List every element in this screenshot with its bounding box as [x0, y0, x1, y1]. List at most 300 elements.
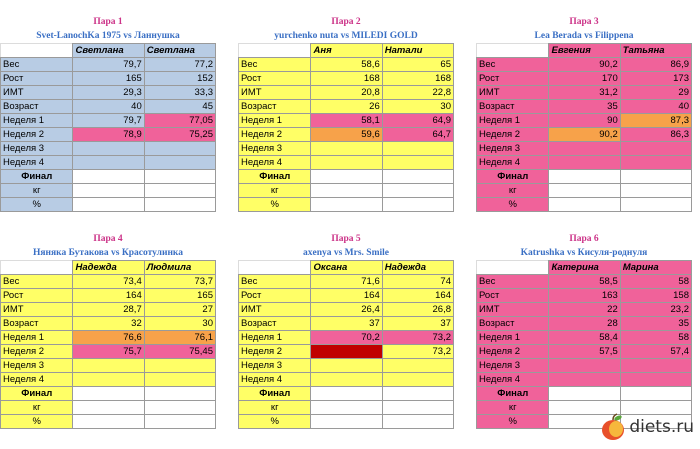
row-week3 — [477, 142, 692, 156]
header-blank — [239, 44, 311, 58]
cell-week1: 79,7 — [73, 114, 144, 128]
row-label-weight: Вес — [1, 275, 73, 289]
row-label-week4: Неделя 4 — [1, 373, 73, 387]
header-blank — [239, 261, 311, 275]
header-row — [1, 44, 216, 58]
cell-week4 — [311, 373, 382, 387]
header-blank — [1, 44, 73, 58]
row-height — [1, 72, 216, 86]
row-final — [239, 387, 454, 401]
cell-kg — [311, 184, 382, 198]
cell-weight: 86,9 — [620, 58, 691, 72]
cell-final — [620, 170, 691, 184]
participant-name: Надежда — [382, 261, 453, 275]
row-week2 — [1, 345, 216, 359]
cell-kg — [144, 184, 215, 198]
diets-logo — [600, 411, 694, 443]
cell-kg — [382, 184, 453, 198]
participant-name: Евгения — [549, 44, 620, 58]
cell-week2: 78,9 — [73, 128, 144, 142]
cell-week3 — [311, 142, 382, 156]
row-bmi — [239, 303, 454, 317]
row-label-height: Рост — [477, 289, 549, 303]
cell-height: 163 — [549, 289, 620, 303]
cell-age: 37 — [382, 317, 453, 331]
cell-week3 — [73, 142, 144, 156]
cell-week4 — [73, 373, 144, 387]
cell-week2: 75,45 — [144, 345, 215, 359]
cell-final — [620, 387, 691, 401]
row-label-week2: Неделя 2 — [1, 345, 73, 359]
row-label-percent: % — [239, 415, 311, 429]
row-label-percent: % — [239, 198, 311, 212]
cell-height: 152 — [144, 72, 215, 86]
cell-height: 164 — [73, 289, 144, 303]
cell-height: 164 — [311, 289, 382, 303]
cell-bmi: 22 — [549, 303, 620, 317]
cell-week4 — [144, 373, 215, 387]
cell-height: 168 — [311, 72, 382, 86]
row-final — [1, 170, 216, 184]
cell-weight: 58,5 — [549, 275, 620, 289]
row-age — [477, 317, 692, 331]
participant-name: Марина — [620, 261, 691, 275]
row-label-kg: кг — [1, 184, 73, 198]
row-label-kg: кг — [477, 401, 549, 415]
cell-final — [144, 170, 215, 184]
row-label-week1: Неделя 1 — [239, 331, 311, 345]
cell-week4 — [620, 156, 691, 170]
cell-week1: 76,6 — [73, 331, 144, 345]
row-label-week3: Неделя 3 — [477, 142, 549, 156]
row-week4 — [1, 373, 216, 387]
cell-week2: 57,4 — [620, 345, 691, 359]
cell-height: 165 — [144, 289, 215, 303]
row-label-percent: % — [477, 415, 549, 429]
header-row — [477, 261, 692, 275]
cell-final — [382, 170, 453, 184]
row-final — [239, 170, 454, 184]
row-week2 — [477, 128, 692, 142]
cell-week4 — [311, 156, 382, 170]
row-label-percent: % — [1, 198, 73, 212]
cell-bmi: 28,7 — [73, 303, 144, 317]
row-label-weight: Вес — [1, 58, 73, 72]
row-percent — [239, 415, 454, 429]
row-label-bmi: ИМТ — [477, 86, 549, 100]
row-bmi — [477, 303, 692, 317]
row-label-week4: Неделя 4 — [477, 156, 549, 170]
row-label-age: Возраст — [1, 317, 73, 331]
cell-week4 — [382, 373, 453, 387]
pair-names: Lea Berada vs Filippena — [534, 31, 634, 41]
row-height — [239, 72, 454, 86]
row-label-week2: Неделя 2 — [1, 128, 73, 142]
logo-text: diets.ru — [629, 417, 694, 437]
row-label-week2: Неделя 2 — [239, 128, 311, 142]
row-final — [477, 170, 692, 184]
cell-bmi: 26,4 — [311, 303, 382, 317]
cell-percent — [144, 415, 215, 429]
cell-height: 158 — [620, 289, 691, 303]
cell-bmi: 29 — [620, 86, 691, 100]
row-label-week1: Неделя 1 — [477, 114, 549, 128]
cell-weight: 71,6 — [311, 275, 382, 289]
row-weight — [239, 275, 454, 289]
row-label-bmi: ИМТ — [239, 303, 311, 317]
pair-title: Пара 6 — [569, 234, 599, 244]
pair-title: Пара 5 — [331, 234, 361, 244]
row-label-final: Финал — [1, 170, 73, 184]
header-row — [477, 44, 692, 58]
cell-age: 40 — [620, 100, 691, 114]
cell-final — [144, 387, 215, 401]
participant-name: Аня — [311, 44, 382, 58]
cell-week3 — [73, 359, 144, 373]
pair-names: Няняка Бутакова vs Красотулинка — [32, 248, 184, 258]
row-label-age: Возраст — [477, 317, 549, 331]
cell-kg — [311, 401, 382, 415]
row-final — [477, 387, 692, 401]
row-week3 — [477, 359, 692, 373]
row-label-week4: Неделя 4 — [239, 156, 311, 170]
row-weight — [477, 275, 692, 289]
cell-bmi: 27 — [144, 303, 215, 317]
participant-name: Натали — [382, 44, 453, 58]
row-label-bmi: ИМТ — [239, 86, 311, 100]
row-week4 — [477, 156, 692, 170]
row-week2 — [477, 345, 692, 359]
row-week2 — [1, 128, 216, 142]
row-week4 — [239, 156, 454, 170]
row-label-week2: Неделя 2 — [477, 128, 549, 142]
cell-week3 — [620, 142, 691, 156]
cell-week4 — [144, 156, 215, 170]
row-label-kg: кг — [239, 401, 311, 415]
cell-kg — [549, 184, 620, 198]
cell-age: 35 — [620, 317, 691, 331]
row-label-height: Рост — [239, 289, 311, 303]
row-label-age: Возраст — [477, 100, 549, 114]
cell-week3 — [144, 359, 215, 373]
cell-week1: 73,2 — [382, 331, 453, 345]
pair-names: axenya vs Mrs. Smile — [302, 248, 390, 258]
header-row — [239, 261, 454, 275]
row-label-week4: Неделя 4 — [1, 156, 73, 170]
row-label-percent: % — [1, 415, 73, 429]
pair-title: Пара 4 — [93, 234, 123, 244]
cell-final — [73, 387, 144, 401]
row-label-bmi: ИМТ — [1, 86, 73, 100]
row-label-final: Финал — [239, 170, 311, 184]
pair-table — [476, 43, 692, 212]
row-weight — [477, 58, 692, 72]
cell-height: 168 — [382, 72, 453, 86]
cell-week3 — [382, 142, 453, 156]
pair-names: Svet-LanochKa 1975 vs Ланнушка — [36, 31, 180, 41]
cell-height: 165 — [73, 72, 144, 86]
row-age — [239, 317, 454, 331]
cell-percent — [382, 415, 453, 429]
row-label-height: Рост — [1, 72, 73, 86]
cell-percent — [549, 198, 620, 212]
pair-block-1 — [0, 15, 216, 212]
cell-bmi: 22,8 — [382, 86, 453, 100]
cell-bmi: 23,2 — [620, 303, 691, 317]
row-week1 — [239, 331, 454, 345]
cell-weight: 73,4 — [73, 275, 144, 289]
row-week4 — [239, 373, 454, 387]
cell-weight: 77,2 — [144, 58, 215, 72]
cell-percent — [620, 198, 691, 212]
row-label-weight: Вес — [477, 275, 549, 289]
cell-final — [311, 170, 382, 184]
pair-block-5 — [238, 232, 454, 429]
cell-age: 30 — [144, 317, 215, 331]
cell-week1: 58 — [620, 331, 691, 345]
pair-title: Пара 2 — [331, 17, 361, 27]
cell-weight: 73,7 — [144, 275, 215, 289]
header-row — [239, 44, 454, 58]
cell-week3 — [549, 142, 620, 156]
row-label-age: Возраст — [239, 100, 311, 114]
cell-week1: 76,1 — [144, 331, 215, 345]
row-label-week1: Неделя 1 — [1, 331, 73, 345]
row-label-week1: Неделя 1 — [477, 331, 549, 345]
cell-week1: 77,05 — [144, 114, 215, 128]
cell-height: 170 — [549, 72, 620, 86]
cell-weight: 79,7 — [73, 58, 144, 72]
cell-weight: 74 — [382, 275, 453, 289]
cell-week4 — [549, 156, 620, 170]
row-percent — [239, 198, 454, 212]
cell-week1: 58,4 — [549, 331, 620, 345]
cell-week3 — [549, 359, 620, 373]
pair-block-2 — [238, 15, 454, 212]
cell-week3 — [311, 359, 382, 373]
row-week3 — [1, 359, 216, 373]
header-row — [1, 261, 216, 275]
cell-week2: 75,7 — [73, 345, 144, 359]
participant-name: Светлана — [144, 44, 215, 58]
row-label-weight: Вес — [239, 275, 311, 289]
row-label-height: Рост — [477, 72, 549, 86]
row-kg — [239, 184, 454, 198]
cell-week2 — [311, 345, 382, 359]
cell-week3 — [144, 142, 215, 156]
row-label-kg: кг — [1, 401, 73, 415]
cell-kg — [620, 184, 691, 198]
cell-final — [311, 387, 382, 401]
cell-week1: 58,1 — [311, 114, 382, 128]
row-week3 — [1, 142, 216, 156]
cell-week4 — [549, 373, 620, 387]
cell-week1: 90 — [549, 114, 620, 128]
cell-week1: 87,3 — [620, 114, 691, 128]
participant-name: Татьяна — [620, 44, 691, 58]
row-age — [1, 317, 216, 331]
pair-names: Katrushka vs Кисуля-роднуля — [520, 248, 648, 258]
cell-kg — [73, 184, 144, 198]
cell-percent — [73, 415, 144, 429]
cell-age: 40 — [73, 100, 144, 114]
row-kg — [477, 184, 692, 198]
participant-name: Катерина — [549, 261, 620, 275]
row-kg — [1, 184, 216, 198]
row-week1 — [1, 114, 216, 128]
row-week3 — [239, 142, 454, 156]
cell-percent — [382, 198, 453, 212]
row-label-final: Финал — [1, 387, 73, 401]
row-kg — [1, 401, 216, 415]
row-bmi — [1, 86, 216, 100]
pair-names: yurchenko nuta vs MILEDI GOLD — [274, 31, 418, 41]
cell-weight: 65 — [382, 58, 453, 72]
cell-height: 164 — [382, 289, 453, 303]
row-age — [239, 100, 454, 114]
cell-height: 173 — [620, 72, 691, 86]
cell-weight: 58 — [620, 275, 691, 289]
row-label-week4: Неделя 4 — [239, 373, 311, 387]
pair-title: Пара 3 — [569, 17, 599, 27]
cell-week2: 73,2 — [382, 345, 453, 359]
row-label-week3: Неделя 3 — [477, 359, 549, 373]
row-label-height: Рост — [239, 72, 311, 86]
row-label-week3: Неделя 3 — [239, 142, 311, 156]
cell-bmi: 26,8 — [382, 303, 453, 317]
cell-age: 37 — [311, 317, 382, 331]
row-week2 — [239, 128, 454, 142]
row-label-week2: Неделя 2 — [477, 345, 549, 359]
row-bmi — [1, 303, 216, 317]
row-week1 — [239, 114, 454, 128]
row-week1 — [477, 114, 692, 128]
row-week1 — [477, 331, 692, 345]
pair-block-6 — [476, 232, 692, 429]
cell-age: 26 — [311, 100, 382, 114]
row-height — [1, 289, 216, 303]
cell-week2: 57,5 — [549, 345, 620, 359]
cell-bmi: 33,3 — [144, 86, 215, 100]
cell-week4 — [620, 373, 691, 387]
row-label-age: Возраст — [1, 100, 73, 114]
row-label-kg: кг — [239, 184, 311, 198]
participant-name: Надежда — [73, 261, 144, 275]
row-label-week1: Неделя 1 — [239, 114, 311, 128]
participant-name: Людмила — [144, 261, 215, 275]
row-label-weight: Вес — [477, 58, 549, 72]
row-age — [477, 100, 692, 114]
row-label-height: Рост — [1, 289, 73, 303]
pair-block-3 — [476, 15, 692, 212]
row-label-age: Возраст — [239, 317, 311, 331]
pair-table — [238, 260, 454, 429]
cell-kg — [73, 401, 144, 415]
cell-final — [382, 387, 453, 401]
row-height — [477, 289, 692, 303]
cell-bmi: 29,3 — [73, 86, 144, 100]
row-final — [1, 387, 216, 401]
pair-table — [0, 260, 216, 429]
apple-icon — [600, 413, 626, 441]
cell-kg — [144, 401, 215, 415]
participant-name: Светлана — [73, 44, 144, 58]
row-label-final: Финал — [477, 387, 549, 401]
cell-percent — [311, 198, 382, 212]
row-week4 — [477, 373, 692, 387]
row-percent — [1, 415, 216, 429]
pair-table — [476, 260, 692, 429]
row-percent — [477, 198, 692, 212]
cell-week3 — [620, 359, 691, 373]
cell-week2: 64,7 — [382, 128, 453, 142]
cell-bmi: 20,8 — [311, 86, 382, 100]
cell-final — [549, 387, 620, 401]
row-bmi — [477, 86, 692, 100]
cell-percent — [73, 198, 144, 212]
row-label-week2: Неделя 2 — [239, 345, 311, 359]
row-week1 — [1, 331, 216, 345]
row-label-final: Финал — [477, 170, 549, 184]
row-kg — [239, 401, 454, 415]
header-blank — [477, 44, 549, 58]
row-percent — [1, 198, 216, 212]
row-label-percent: % — [477, 198, 549, 212]
cell-bmi: 31,2 — [549, 86, 620, 100]
row-label-week3: Неделя 3 — [1, 142, 73, 156]
row-label-bmi: ИМТ — [1, 303, 73, 317]
row-age — [1, 100, 216, 114]
cell-week4 — [382, 156, 453, 170]
cell-week2: 86,3 — [620, 128, 691, 142]
row-label-week3: Неделя 3 — [1, 359, 73, 373]
cell-week1: 70,2 — [311, 331, 382, 345]
row-height — [477, 72, 692, 86]
cell-age: 32 — [73, 317, 144, 331]
cell-week2: 59,6 — [311, 128, 382, 142]
row-label-week1: Неделя 1 — [1, 114, 73, 128]
row-label-week4: Неделя 4 — [477, 373, 549, 387]
cell-weight: 58,6 — [311, 58, 382, 72]
cell-weight: 90,2 — [549, 58, 620, 72]
cell-week4 — [73, 156, 144, 170]
header-blank — [1, 261, 73, 275]
cell-week1: 64,9 — [382, 114, 453, 128]
row-label-kg: кг — [477, 184, 549, 198]
pair-table — [0, 43, 216, 212]
row-label-weight: Вес — [239, 58, 311, 72]
header-blank — [477, 261, 549, 275]
cell-percent — [144, 198, 215, 212]
participant-name: Оксана — [311, 261, 382, 275]
cell-week2: 75,25 — [144, 128, 215, 142]
row-height — [239, 289, 454, 303]
pair-block-4 — [0, 232, 216, 429]
cell-final — [73, 170, 144, 184]
cell-age: 30 — [382, 100, 453, 114]
pair-title: Пара 1 — [93, 17, 123, 27]
cell-week3 — [382, 359, 453, 373]
cell-age: 45 — [144, 100, 215, 114]
cell-percent — [311, 415, 382, 429]
row-label-week3: Неделя 3 — [239, 359, 311, 373]
cell-age: 28 — [549, 317, 620, 331]
pair-table — [238, 43, 454, 212]
row-bmi — [239, 86, 454, 100]
row-week2 — [239, 345, 454, 359]
row-week3 — [239, 359, 454, 373]
row-label-bmi: ИМТ — [477, 303, 549, 317]
